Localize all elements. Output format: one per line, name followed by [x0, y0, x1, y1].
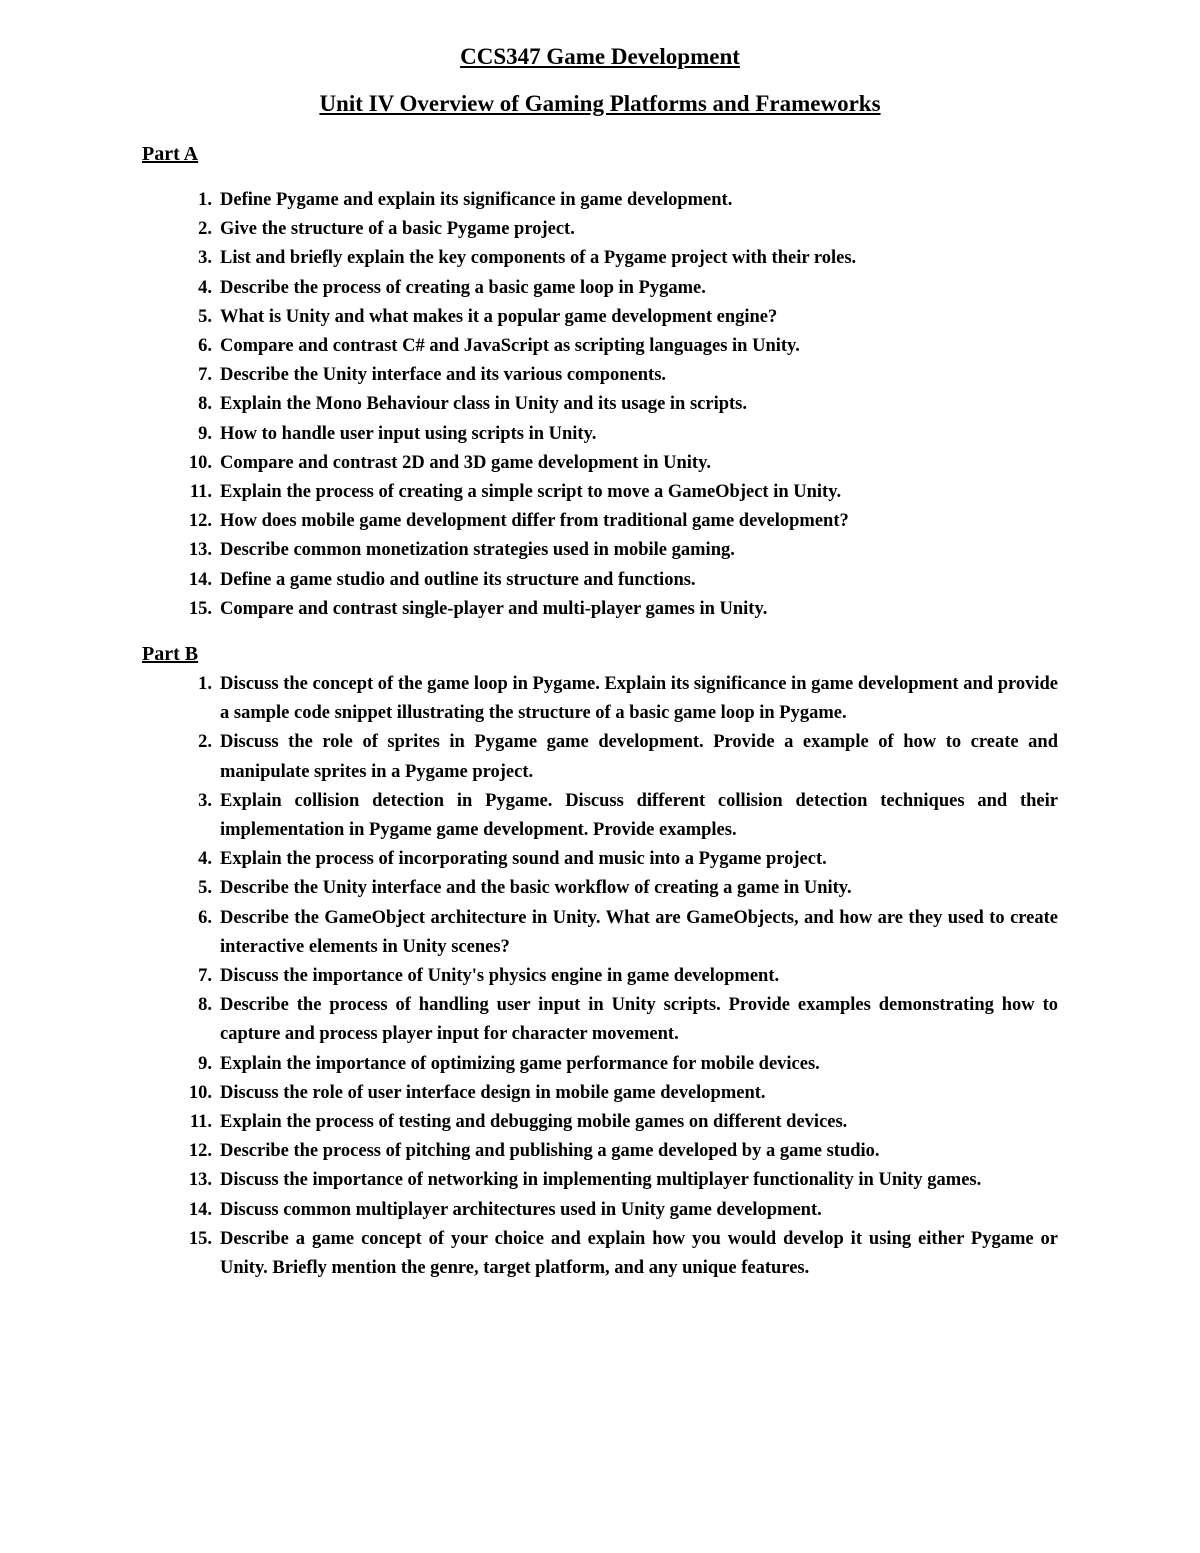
part-a-question-list: [142, 186, 1058, 624]
question-text: Explain collision detection in Pygame. Discuss different collision detection techniques and their implementation in Pygame game development. Provide examples.: [220, 790, 1058, 841]
question-text: Describe common monetization strategies used in mobile gaming.: [220, 540, 735, 561]
question-number: [142, 1225, 212, 1283]
question-item: [142, 303, 1058, 332]
question-text: Discuss the role of user interface design in mobile game development.: [220, 1082, 766, 1103]
question-text: List and briefly explain the key components of a Pygame project with their roles.: [220, 248, 857, 269]
part-a-heading: Part A: [142, 143, 199, 165]
question-number: [142, 991, 212, 1049]
question-item: [142, 507, 1058, 536]
question-item: [142, 962, 1058, 991]
question-number: [142, 274, 212, 303]
question-number-label: 7.: [198, 966, 212, 987]
question-text: Discuss the importance of networking in implementing multiplayer functionality in Unity games.: [220, 1170, 982, 1191]
question-number: [142, 845, 212, 874]
question-text: Describe the Unity interface and its various components.: [220, 365, 667, 386]
question-number: [142, 507, 212, 536]
question-number-label: 11.: [189, 1112, 212, 1133]
question-text: Compare and contrast single-player and multi-player games in Unity.: [220, 598, 768, 619]
question-number-label: 15.: [188, 1228, 212, 1249]
question-number-label: 12.: [188, 1141, 212, 1162]
unit-title: Unit IV Overview of Gaming Platforms and Frameworks: [319, 91, 881, 116]
question-item: [142, 536, 1058, 565]
question-item: [142, 1196, 1058, 1225]
question-number: [142, 962, 212, 991]
question-item: [142, 274, 1058, 303]
question-item: [142, 244, 1058, 273]
question-number-label: 4.: [198, 849, 212, 870]
question-number-label: 2.: [198, 732, 212, 753]
question-number-label: 8.: [198, 995, 212, 1016]
question-number-label: 1.: [198, 190, 212, 210]
question-number-label: 9.: [198, 1053, 212, 1074]
question-number-label: 5.: [198, 306, 212, 327]
question-number: [142, 186, 212, 215]
question-number-label: 11.: [189, 482, 212, 503]
question-number: [142, 595, 212, 624]
question-number-label: 9.: [198, 423, 212, 444]
question-item: [142, 1050, 1058, 1079]
question-number-label: 6.: [198, 907, 212, 928]
question-item: [142, 1225, 1058, 1283]
question-number: [142, 874, 212, 903]
question-number-label: 2.: [198, 219, 212, 240]
question-number: [142, 1050, 212, 1079]
question-item: [142, 420, 1058, 449]
question-number-label: 10.: [188, 1082, 212, 1103]
question-number-label: 6.: [198, 336, 212, 357]
question-text: Give the structure of a basic Pygame project.: [220, 219, 575, 240]
question-number: [142, 1166, 212, 1195]
question-item: [142, 478, 1058, 507]
question-number: [142, 361, 212, 390]
question-item: [142, 728, 1058, 786]
question-text: How does mobile game development differ from traditional game development?: [220, 511, 849, 532]
question-number-label: 10.: [188, 452, 212, 473]
question-text: How to handle user input using scripts in Unity.: [220, 423, 597, 444]
question-number-label: 7.: [198, 365, 212, 386]
question-text: Discuss the role of sprites in Pygame game development. Provide a example of how to create and manipulate sprites in a Pygame project.: [220, 732, 1058, 782]
question-text: Describe the GameObject architecture in Unity. What are GameObjects, and how are they used to create interactive elements in Unity scenes?: [220, 907, 1058, 957]
question-item: [142, 991, 1058, 1049]
question-text: Describe the Unity interface and the basic workflow of creating a game in Unity.: [220, 878, 852, 899]
part-b-question-list: [142, 670, 1058, 1283]
question-item: [142, 787, 1058, 845]
question-text: Define a game studio and outline its structure and functions.: [220, 569, 696, 590]
question-number: [142, 420, 212, 449]
question-text: Explain the process of testing and debugging mobile games on different devices.: [220, 1112, 848, 1133]
question-number: [142, 478, 212, 507]
question-number: [142, 904, 212, 962]
question-number: [142, 1196, 212, 1225]
question-number: [142, 390, 212, 419]
question-number: [142, 670, 212, 728]
question-text: Describe the process of handling user input in Unity scripts. Provide examples demonstrating how to capture and process player input for character movement.: [220, 995, 1058, 1045]
question-text: Compare and contrast 2D and 3D game development in Unity.: [220, 452, 711, 473]
question-item: [142, 1166, 1058, 1195]
question-item: [142, 1137, 1058, 1166]
question-number-label: 8.: [198, 394, 212, 415]
question-number: [142, 244, 212, 273]
question-number-label: 14.: [188, 569, 212, 590]
question-number-label: 13.: [188, 540, 212, 561]
question-text: Explain the process of incorporating sound and music into a Pygame project.: [220, 849, 827, 870]
question-number: [142, 728, 212, 786]
question-text: Compare and contrast C# and JavaScript as scripting languages in Unity.: [220, 336, 800, 357]
question-item: [142, 670, 1058, 728]
question-text: Discuss common multiplayer architectures used in Unity game development.: [220, 1199, 822, 1220]
question-number-label: 13.: [188, 1170, 212, 1191]
question-number: [142, 1079, 212, 1108]
part-b-heading: Part B: [142, 643, 199, 665]
question-item: [142, 845, 1058, 874]
question-item: [142, 595, 1058, 624]
question-number-label: 1.: [198, 674, 212, 694]
question-text: Define Pygame and explain its significance in game development.: [220, 190, 733, 210]
question-number: [142, 303, 212, 332]
question-item: [142, 874, 1058, 903]
question-text: What is Unity and what makes it a popular game development engine?: [220, 306, 778, 327]
course-title: CCS347 Game Development: [460, 44, 740, 69]
question-text: Describe the process of creating a basic game loop in Pygame.: [220, 277, 706, 298]
question-number: [142, 215, 212, 244]
question-text: Explain the Mono Behaviour class in Unity and its usage in scripts.: [220, 394, 747, 415]
question-number: [142, 1137, 212, 1166]
question-text: Discuss the importance of Unity's physics engine in game development.: [220, 966, 780, 987]
question-number: [142, 566, 212, 595]
question-number: [142, 787, 212, 845]
question-item: [142, 904, 1058, 962]
question-item: [142, 215, 1058, 244]
question-text: Explain the importance of optimizing game performance for mobile devices.: [220, 1053, 820, 1074]
question-text: Explain the process of creating a simple script to move a GameObject in Unity.: [220, 482, 842, 503]
question-item: [142, 186, 1058, 215]
question-item: [142, 332, 1058, 361]
question-number-label: 3.: [198, 790, 212, 811]
question-text: Describe the process of pitching and publishing a game developed by a game studio.: [220, 1141, 880, 1162]
question-item: [142, 566, 1058, 595]
question-item: [142, 449, 1058, 478]
question-number: [142, 449, 212, 478]
question-number: [142, 332, 212, 361]
question-number-label: 4.: [198, 277, 212, 298]
question-text: Discuss the concept of the game loop in Pygame. Explain its significance in game development and provide a sample code snippet illustrating the structure of a basic game loop in Pygame.: [220, 674, 1058, 724]
question-item: [142, 361, 1058, 390]
question-item: [142, 1079, 1058, 1108]
question-number-label: 3.: [198, 248, 212, 269]
question-item: [142, 390, 1058, 419]
question-text: Describe a game concept of your choice and explain how you would develop it using either Pygame or Unity. Briefly mention the genre, target platform, and any unique features.: [220, 1228, 1058, 1279]
question-number: [142, 1108, 212, 1137]
question-number-label: 15.: [188, 598, 212, 619]
question-number-label: 5.: [198, 878, 212, 899]
question-number: [142, 536, 212, 565]
question-number-label: 14.: [188, 1199, 212, 1220]
question-number-label: 12.: [188, 511, 212, 532]
question-item: [142, 1108, 1058, 1137]
